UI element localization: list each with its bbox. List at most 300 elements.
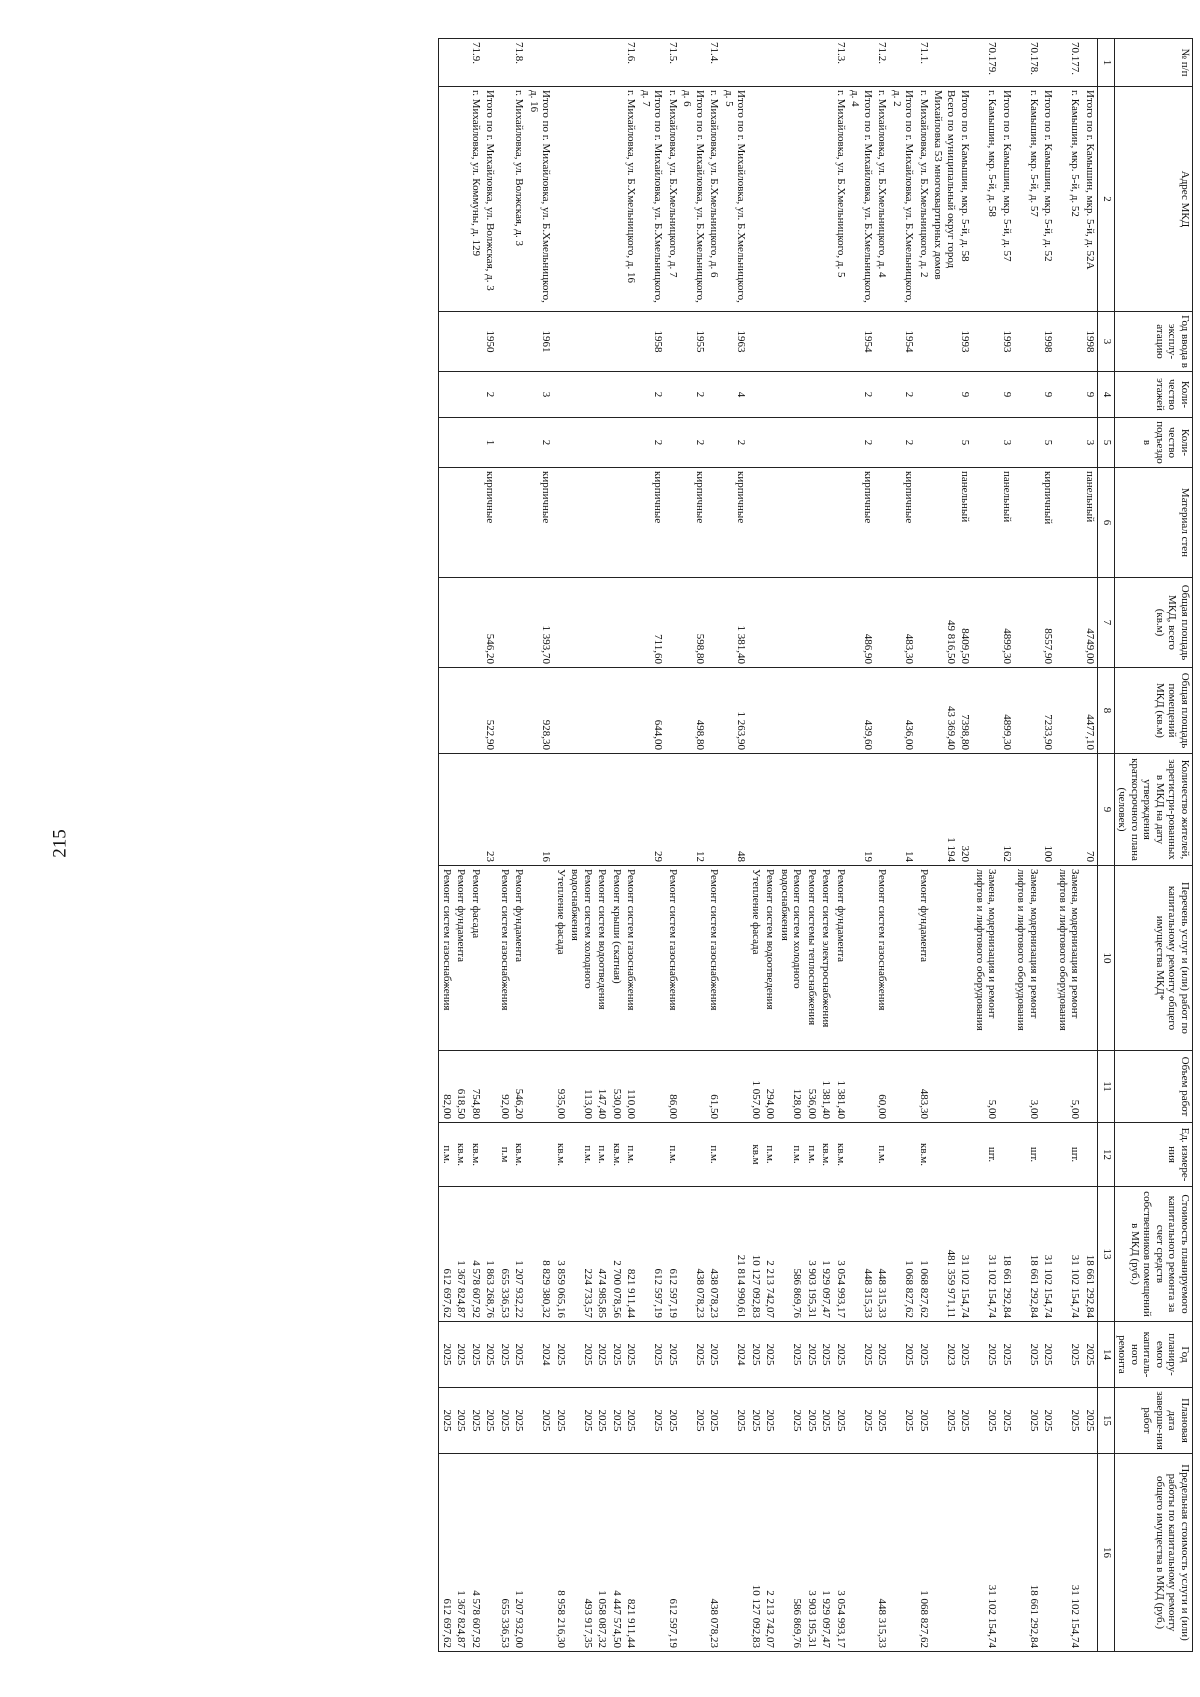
col-max-cost-cell: 448 315,33 xyxy=(875,1454,890,1652)
col-volume-cell: 86,00 xyxy=(666,1051,681,1123)
col-max-cost-cell: 8 958 216,30 xyxy=(554,1454,569,1652)
col-wall-material-cell xyxy=(819,468,834,578)
col-total-area-cell xyxy=(819,578,834,668)
col-floors-cell xyxy=(568,372,595,418)
col-end-date-cell: 2025 xyxy=(498,1388,513,1454)
col-wall-material-cell xyxy=(1014,468,1041,578)
col-volume-cell xyxy=(639,1051,666,1123)
col-works-cell xyxy=(931,866,958,1051)
col-cost-cell: 2 213 742,07 xyxy=(763,1187,778,1322)
col-total-area-cell: 1 393,70 xyxy=(527,578,554,668)
col-works-cell: Замена, модернизация и ремонт лифтов и лифтового оборудования xyxy=(1014,866,1041,1051)
col-cost-cell: 438 078,23 xyxy=(680,1187,707,1322)
col-entrances-cell: 2 xyxy=(639,418,666,468)
col-volume-cell: 5,00 xyxy=(973,1051,1000,1123)
col-premises-area-cell: 498,80 xyxy=(680,668,707,754)
col-address-cell xyxy=(498,87,513,312)
col-repair-year-cell: 2025 xyxy=(439,1322,454,1388)
header-number-14: 14 xyxy=(1098,1322,1115,1388)
col-year-cell: 1954 xyxy=(848,312,875,372)
col-premises-area-cell xyxy=(554,668,569,754)
col-volume-cell xyxy=(680,1051,707,1123)
col-floors-cell xyxy=(1014,372,1041,418)
col-wall-material-cell xyxy=(875,468,890,578)
col-total-area-cell xyxy=(554,578,569,668)
col-number-cell xyxy=(1083,39,1098,87)
col-premises-area-cell: 644,00 xyxy=(639,668,666,754)
header-number-4: 4 xyxy=(1098,372,1115,418)
col-wall-material-cell: панельный xyxy=(1083,468,1098,578)
col-residents-cell xyxy=(834,754,849,866)
col-max-cost-cell: 612 697,62 xyxy=(439,1454,454,1652)
col-unit-cell xyxy=(931,1123,958,1187)
col-year-cell: 1993 xyxy=(1000,312,1015,372)
col-cost-cell: 481 359 971,11 xyxy=(931,1187,958,1322)
col-total-area-cell xyxy=(749,578,764,668)
col-premises-area-cell xyxy=(778,668,805,754)
col-address-cell xyxy=(454,87,469,312)
col-year-cell: 1954 xyxy=(890,312,917,372)
col-number-cell: 70.177. xyxy=(1056,39,1083,87)
col-end-date-cell: 2025 xyxy=(1014,1388,1041,1454)
col-number-cell: 71.3. xyxy=(834,39,849,87)
col-repair-year-cell: 2024 xyxy=(527,1322,554,1388)
col-floors-cell xyxy=(610,372,625,418)
header-number-10: 10 xyxy=(1098,866,1115,1051)
col-floors-cell xyxy=(763,372,778,418)
col-total-area-cell: 1 381,40 xyxy=(722,578,749,668)
col-premises-area-cell xyxy=(805,668,820,754)
col-volume-cell xyxy=(527,1051,554,1123)
col-repair-year-cell: 2025 xyxy=(763,1322,778,1388)
col-unit-cell: кв.м. xyxy=(454,1123,469,1187)
table-row xyxy=(722,39,749,1652)
col-repair-year-cell: 2025 xyxy=(568,1322,595,1388)
col-residents-cell xyxy=(875,754,890,866)
col-unit-cell xyxy=(639,1123,666,1187)
col-floors-cell xyxy=(917,372,932,418)
col-unit-cell: п.м. xyxy=(439,1123,454,1187)
col-residents-cell xyxy=(624,754,639,866)
col-volume-cell: 92,00 xyxy=(498,1051,513,1123)
col-cost-cell: 612 697,62 xyxy=(439,1187,454,1322)
col-premises-area-cell xyxy=(763,668,778,754)
col-works-cell: Ремонт систем холодного водоснабжения xyxy=(778,866,805,1051)
col-address-cell: Итого по г. Камышин, мкр. 5-й, д. 57 xyxy=(1000,87,1015,312)
col-floors-cell xyxy=(1056,372,1083,418)
col-cost-cell: 31 102 154,74 xyxy=(973,1187,1000,1322)
col-repair-year-cell: 2025 xyxy=(469,1322,484,1388)
col-repair-year-cell: 2025 xyxy=(834,1322,849,1388)
header-number-9: 9 xyxy=(1098,754,1115,866)
col-unit-cell: п.м. xyxy=(568,1123,595,1187)
col-unit-cell: п.м. xyxy=(805,1123,820,1187)
col-volume-cell: 113,00 xyxy=(568,1051,595,1123)
col-address-cell xyxy=(610,87,625,312)
col-max-cost-cell xyxy=(483,1454,498,1652)
col-total-area-cell xyxy=(568,578,595,668)
col-end-date-cell: 2025 xyxy=(875,1388,890,1454)
col-cost-cell: 1 367 824,87 xyxy=(454,1187,469,1322)
col-total-area-cell xyxy=(875,578,890,668)
col-max-cost-cell xyxy=(1000,1454,1015,1652)
col-number-cell xyxy=(483,39,498,87)
col-wall-material-cell xyxy=(805,468,820,578)
col-repair-year-cell: 2025 xyxy=(483,1322,498,1388)
col-number-cell xyxy=(554,39,569,87)
col-repair-year-cell: 2025 xyxy=(610,1322,625,1388)
col-wall-material-cell: панельный xyxy=(1000,468,1015,578)
col-year-cell xyxy=(973,312,1000,372)
table-row xyxy=(917,39,932,1652)
header-number-7: 7 xyxy=(1098,578,1115,668)
col-max-cost-cell xyxy=(527,1454,554,1652)
col-premises-area-cell xyxy=(610,668,625,754)
col-wall-material-cell xyxy=(834,468,849,578)
header-col-year: Год ввода в эксплу-атацию xyxy=(1115,312,1193,372)
col-year-cell xyxy=(624,312,639,372)
header-col-max-cost: Предельная стоимость услуги и (или) работы по капитальному ремонту общего имущества в МКД (руб.) xyxy=(1115,1454,1193,1652)
col-number-cell xyxy=(680,39,707,87)
col-premises-area-cell xyxy=(454,668,469,754)
header-number-15: 15 xyxy=(1098,1388,1115,1454)
table-row xyxy=(439,39,454,1652)
col-total-area-cell xyxy=(1014,578,1041,668)
col-number-cell: 71.5. xyxy=(666,39,681,87)
col-repair-year-cell: 2025 xyxy=(624,1322,639,1388)
col-entrances-cell xyxy=(805,418,820,468)
col-premises-area-cell xyxy=(439,668,454,754)
col-residents-cell xyxy=(666,754,681,866)
col-repair-year-cell: 2025 xyxy=(848,1322,875,1388)
header-col-wall-material: Материал стен xyxy=(1115,468,1193,578)
col-end-date-cell: 2025 xyxy=(527,1388,554,1454)
col-entrances-cell xyxy=(439,418,454,468)
col-repair-year-cell: 2025 xyxy=(498,1322,513,1388)
col-residents-cell xyxy=(1014,754,1041,866)
col-entrances-cell xyxy=(749,418,764,468)
col-max-cost-cell: 10 127 092,83 xyxy=(749,1454,764,1652)
col-address-cell xyxy=(819,87,834,312)
col-unit-cell: кв.м. xyxy=(819,1123,834,1187)
col-address-cell: Итого по г. Михайловка, ул. Б.Хмельницкого, д. 16 xyxy=(527,87,554,312)
col-address-cell: г. Михайловка, ул. Коммуны, д. 129 xyxy=(469,87,484,312)
header-col-unit: Ед. измере-ния xyxy=(1115,1123,1193,1187)
col-entrances-cell xyxy=(917,418,932,468)
col-end-date-cell: 2025 xyxy=(1083,1388,1098,1454)
col-floors-cell: 9 xyxy=(1000,372,1015,418)
col-unit-cell xyxy=(483,1123,498,1187)
col-floors-cell: 9 xyxy=(1041,372,1056,418)
col-end-date-cell: 2025 xyxy=(469,1388,484,1454)
col-number-cell xyxy=(595,39,610,87)
col-cost-cell: 1 863 268,76 xyxy=(483,1187,498,1322)
col-premises-area-cell: 7398,80 xyxy=(958,668,973,754)
col-unit-cell: шт. xyxy=(973,1123,1000,1187)
table-row xyxy=(639,39,666,1652)
col-cost-cell: 31 102 154,74 xyxy=(958,1187,973,1322)
col-address-cell: Всего по муниципальный округ город Михайловка 53 многоквартирных домов xyxy=(931,87,958,312)
col-number-cell xyxy=(454,39,469,87)
col-premises-area-cell: 43 369,40 xyxy=(931,668,958,754)
col-works-cell: Ремонт фундамента xyxy=(834,866,849,1051)
col-address-cell: г. Камышин, мкр. 5-й, д. 52 xyxy=(1056,87,1083,312)
col-wall-material-cell xyxy=(439,468,454,578)
col-works-cell: Ремонт систем газоснабжения xyxy=(624,866,639,1051)
col-residents-cell: 70 xyxy=(1083,754,1098,866)
col-unit-cell: п.м. xyxy=(875,1123,890,1187)
col-volume-cell: 147,40 xyxy=(595,1051,610,1123)
table-row xyxy=(749,39,764,1652)
col-volume-cell xyxy=(1000,1051,1015,1123)
col-max-cost-cell: 493 917,35 xyxy=(568,1454,595,1652)
col-floors-cell xyxy=(469,372,484,418)
col-unit-cell: кв.м. xyxy=(834,1123,849,1187)
col-year-cell xyxy=(512,312,527,372)
col-floors-cell xyxy=(595,372,610,418)
col-floors-cell: 2 xyxy=(680,372,707,418)
col-cost-cell: 3 859 065,16 xyxy=(554,1187,569,1322)
col-end-date-cell: 2025 xyxy=(834,1388,849,1454)
col-unit-cell: кв.м xyxy=(749,1123,764,1187)
table-row xyxy=(848,39,875,1652)
header-number-16: 16 xyxy=(1098,1454,1115,1652)
col-end-date-cell: 2025 xyxy=(819,1388,834,1454)
col-works-cell: Ремонт систем газоснабжения xyxy=(875,866,890,1051)
col-cost-cell: 448 315,33 xyxy=(875,1187,890,1322)
header-number-12: 12 xyxy=(1098,1123,1115,1187)
col-works-cell xyxy=(890,866,917,1051)
col-cost-cell: 1 207 932,22 xyxy=(512,1187,527,1322)
col-volume-cell: 110,00 xyxy=(624,1051,639,1123)
col-works-cell xyxy=(1041,866,1056,1051)
col-wall-material-cell: кирпичные xyxy=(639,468,666,578)
col-total-area-cell xyxy=(595,578,610,668)
col-max-cost-cell: 31 102 154,74 xyxy=(973,1454,1000,1652)
col-number-cell xyxy=(1000,39,1015,87)
col-wall-material-cell xyxy=(1056,468,1083,578)
col-total-area-cell xyxy=(512,578,527,668)
col-unit-cell: п.м. xyxy=(707,1123,722,1187)
col-end-date-cell: 2025 xyxy=(722,1388,749,1454)
col-premises-area-cell xyxy=(834,668,849,754)
table-row xyxy=(483,39,498,1652)
col-wall-material-cell xyxy=(624,468,639,578)
col-volume-cell: 128,00 xyxy=(778,1051,805,1123)
col-wall-material-cell: кирпичные xyxy=(680,468,707,578)
col-repair-year-cell: 2025 xyxy=(595,1322,610,1388)
col-year-cell xyxy=(469,312,484,372)
col-end-date-cell: 2025 xyxy=(707,1388,722,1454)
col-entrances-cell: 2 xyxy=(680,418,707,468)
col-max-cost-cell: 1 058 087,32 xyxy=(595,1454,610,1652)
col-year-cell: 1998 xyxy=(1041,312,1056,372)
col-number-cell: 71.8. xyxy=(512,39,527,87)
col-cost-cell: 586 869,76 xyxy=(778,1187,805,1322)
table-row xyxy=(1056,39,1083,1652)
col-volume-cell: 5,00 xyxy=(1056,1051,1083,1123)
col-cost-cell: 31 102 154,74 xyxy=(1056,1187,1083,1322)
col-floors-cell: 9 xyxy=(1083,372,1098,418)
col-address-cell: Итого по г. Камышин, мкр. 5-й, д. 52 xyxy=(1041,87,1056,312)
col-premises-area-cell: 439,60 xyxy=(848,668,875,754)
col-end-date-cell: 2025 xyxy=(624,1388,639,1454)
col-volume-cell: 1 381,40 xyxy=(834,1051,849,1123)
col-year-cell xyxy=(439,312,454,372)
col-number-cell xyxy=(958,39,973,87)
col-total-area-cell xyxy=(624,578,639,668)
col-unit-cell xyxy=(1000,1123,1015,1187)
col-floors-cell xyxy=(875,372,890,418)
col-entrances-cell: 3 xyxy=(1083,418,1098,468)
col-total-area-cell xyxy=(973,578,1000,668)
col-cost-cell: 18 661 292,84 xyxy=(1000,1187,1015,1322)
col-cost-cell: 224 733,57 xyxy=(568,1187,595,1322)
col-end-date-cell: 2025 xyxy=(973,1388,1000,1454)
col-address-cell: Итого по г. Михайловка, ул. Б.Хмельницкого, д. 5 xyxy=(722,87,749,312)
col-premises-area-cell xyxy=(707,668,722,754)
col-number-cell xyxy=(749,39,764,87)
col-end-date-cell: 2025 xyxy=(512,1388,527,1454)
col-volume-cell: 618,50 xyxy=(454,1051,469,1123)
col-max-cost-cell xyxy=(722,1454,749,1652)
col-premises-area-cell: 7233,90 xyxy=(1041,668,1056,754)
col-address-cell: Итого по г. Михайловка, ул. Б.Хмельницкого, д. 7 xyxy=(639,87,666,312)
col-residents-cell: 19 xyxy=(848,754,875,866)
col-works-cell: Ремонт систем холодного водоснабжения xyxy=(568,866,595,1051)
col-repair-year-cell: 2025 xyxy=(875,1322,890,1388)
col-cost-cell: 612 597,19 xyxy=(639,1187,666,1322)
col-total-area-cell xyxy=(469,578,484,668)
col-max-cost-cell: 3 054 993,17 xyxy=(834,1454,849,1652)
header-number-1: 1 xyxy=(1098,39,1115,87)
col-max-cost-cell: 1 367 824,87 xyxy=(454,1454,469,1652)
col-number-cell: 71.1. xyxy=(917,39,932,87)
col-repair-year-cell: 2025 xyxy=(1014,1322,1041,1388)
col-address-cell: г. Камышин, мкр. 5-й, д. 58 xyxy=(973,87,1000,312)
col-floors-cell xyxy=(512,372,527,418)
col-total-area-cell xyxy=(666,578,681,668)
col-entrances-cell: 2 xyxy=(848,418,875,468)
col-volume-cell xyxy=(483,1051,498,1123)
col-premises-area-cell: 4899,30 xyxy=(1000,668,1015,754)
col-address-cell xyxy=(749,87,764,312)
header-col-end-date: Плановая дата заверше-ния работ xyxy=(1115,1388,1193,1454)
col-volume-cell: 60,00 xyxy=(875,1051,890,1123)
col-unit-cell: п.м. xyxy=(763,1123,778,1187)
col-cost-cell: 821 911,44 xyxy=(624,1187,639,1322)
col-entrances-cell: 2 xyxy=(890,418,917,468)
col-number-cell: 71.9. xyxy=(469,39,484,87)
col-max-cost-cell: 3 903 195,31 xyxy=(805,1454,820,1652)
col-number-cell: 71.6. xyxy=(624,39,639,87)
col-year-cell xyxy=(554,312,569,372)
col-wall-material-cell: панельный xyxy=(958,468,973,578)
col-unit-cell xyxy=(1041,1123,1056,1187)
table-row xyxy=(1041,39,1056,1652)
col-end-date-cell: 2025 xyxy=(454,1388,469,1454)
col-year-cell xyxy=(931,312,958,372)
col-floors-cell xyxy=(707,372,722,418)
rotated-table-container xyxy=(51,38,1193,1651)
col-max-cost-cell xyxy=(958,1454,973,1652)
col-address-cell: Итого по г. Камышин, мкр. 5-й, д. 58 xyxy=(958,87,973,312)
col-cost-cell: 3 054 993,17 xyxy=(834,1187,849,1322)
col-address-cell: Итого по г. Михайловка, ул. Б.Хмельницкого, д. 2 xyxy=(890,87,917,312)
col-floors-cell xyxy=(624,372,639,418)
col-year-cell xyxy=(595,312,610,372)
col-works-cell: Ремонт фасада xyxy=(469,866,484,1051)
col-number-cell xyxy=(848,39,875,87)
col-cost-cell: 474 985,85 xyxy=(595,1187,610,1322)
col-works-cell xyxy=(639,866,666,1051)
col-entrances-cell xyxy=(931,418,958,468)
col-works-cell: Утепление фасада xyxy=(749,866,764,1051)
col-floors-cell xyxy=(749,372,764,418)
col-floors-cell: 4 xyxy=(722,372,749,418)
col-year-cell xyxy=(666,312,681,372)
col-unit-cell: кв.м. xyxy=(512,1123,527,1187)
col-premises-area-cell xyxy=(1056,668,1083,754)
col-repair-year-cell: 2025 xyxy=(512,1322,527,1388)
col-residents-cell xyxy=(1056,754,1083,866)
col-end-date-cell: 2025 xyxy=(778,1388,805,1454)
col-address-cell: Итого по г. Камышин, мкр. 5-й, д. 52А xyxy=(1083,87,1098,312)
col-repair-year-cell: 2025 xyxy=(554,1322,569,1388)
col-residents-cell: 48 xyxy=(722,754,749,866)
col-works-cell: Ремонт фундамента xyxy=(512,866,527,1051)
col-year-cell xyxy=(805,312,820,372)
col-year-cell xyxy=(454,312,469,372)
col-entrances-cell xyxy=(568,418,595,468)
col-max-cost-cell: 2 213 742,07 xyxy=(763,1454,778,1652)
col-works-cell: Ремонт фундамента xyxy=(917,866,932,1051)
col-wall-material-cell: кирпичные xyxy=(890,468,917,578)
col-cost-cell: 3 903 195,31 xyxy=(805,1187,820,1322)
col-cost-cell: 1 929 097,47 xyxy=(819,1187,834,1322)
col-works-cell xyxy=(722,866,749,1051)
col-wall-material-cell xyxy=(917,468,932,578)
col-cost-cell: 1 068 827,62 xyxy=(890,1187,917,1322)
header-col-repair-year: Год планиру-емого капиталь-ного ремонта xyxy=(1115,1322,1193,1388)
col-entrances-cell: 2 xyxy=(722,418,749,468)
col-total-area-cell: 486,90 xyxy=(848,578,875,668)
col-residents-cell xyxy=(917,754,932,866)
col-total-area-cell: 49 816,50 xyxy=(931,578,958,668)
col-cost-cell: 18 661 292,84 xyxy=(1083,1187,1098,1322)
col-address-cell: г. Михайловка, ул. Б.Хмельницкого, д. 7 xyxy=(666,87,681,312)
col-cost-cell: 448 315,33 xyxy=(848,1187,875,1322)
col-unit-cell: п.м. xyxy=(778,1123,805,1187)
col-volume-cell: 536,00 xyxy=(805,1051,820,1123)
col-premises-area-cell xyxy=(595,668,610,754)
col-unit-cell xyxy=(958,1123,973,1187)
col-residents-cell xyxy=(763,754,778,866)
col-residents-cell xyxy=(707,754,722,866)
col-repair-year-cell: 2025 xyxy=(1056,1322,1083,1388)
col-wall-material-cell xyxy=(763,468,778,578)
header-number-11: 11 xyxy=(1098,1051,1115,1123)
col-max-cost-cell xyxy=(639,1454,666,1652)
col-end-date-cell: 2025 xyxy=(568,1388,595,1454)
col-residents-cell: 12 xyxy=(680,754,707,866)
col-unit-cell xyxy=(1083,1123,1098,1187)
header-col-number: № п/п xyxy=(1115,39,1193,87)
col-total-area-cell: 4749,00 xyxy=(1083,578,1098,668)
col-works-cell xyxy=(1083,866,1098,1051)
col-max-cost-cell xyxy=(931,1454,958,1652)
col-premises-area-cell xyxy=(568,668,595,754)
